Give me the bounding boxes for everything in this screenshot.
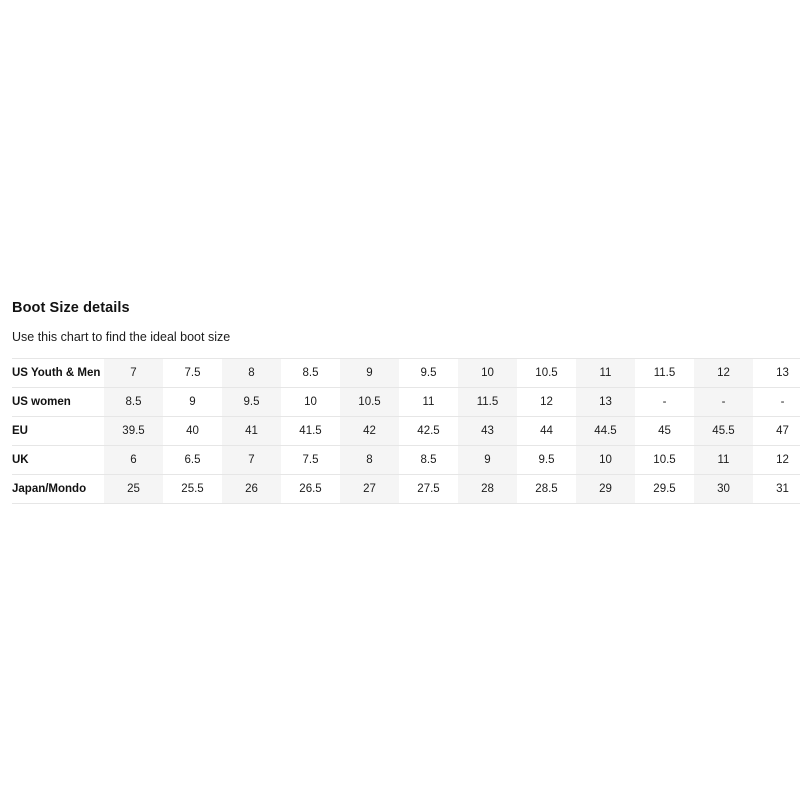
table-cell: 30	[694, 475, 753, 504]
table-cell: 42.5	[417, 425, 440, 437]
table-row	[12, 388, 800, 417]
table-cell: 10.5	[340, 388, 399, 417]
table-cell: 12	[776, 454, 789, 466]
table-cell: 8	[222, 359, 281, 388]
table-row	[12, 417, 800, 446]
table-cell: 13	[576, 388, 635, 417]
row-label: EU	[12, 417, 104, 446]
table-cell: 6.5	[184, 454, 201, 466]
table-cell: 47	[776, 425, 789, 437]
boot-size-table	[12, 358, 800, 504]
row-label: UK	[12, 446, 104, 475]
table-cell: 11	[422, 396, 435, 408]
table-cell: 9.5	[538, 454, 555, 466]
table-cell: 44.5	[576, 417, 635, 446]
table-cell: 40	[186, 425, 199, 437]
page-title: Boot Size details	[12, 300, 130, 316]
table-cell: -	[694, 388, 753, 417]
table-cell: 10.5	[653, 454, 676, 466]
table-cell: 8.5	[420, 454, 437, 466]
table-cell: 12	[694, 359, 753, 388]
table-cell: 25.5	[181, 483, 204, 495]
table-cell: 9	[340, 359, 399, 388]
table-cell: 28.5	[535, 483, 558, 495]
table-cell: 26	[222, 475, 281, 504]
table-cell: 27	[340, 475, 399, 504]
table-cell: 44	[540, 425, 553, 437]
table-cell: 41	[222, 417, 281, 446]
table-cell: 10	[304, 396, 317, 408]
table-cell: 28	[458, 475, 517, 504]
table-cell: 8.5	[104, 388, 163, 417]
table-cell: 9	[458, 446, 517, 475]
table-cell: -	[780, 396, 785, 408]
table-cell: 10	[576, 446, 635, 475]
table-cell: 31	[776, 483, 789, 495]
table-cell: 39.5	[104, 417, 163, 446]
table-cell: 7.5	[302, 454, 319, 466]
section-subtitle: Use this chart to find the ideal boot size	[12, 330, 231, 344]
table-cell: 11	[576, 359, 635, 388]
table-cell: 8	[340, 446, 399, 475]
table-cell: -	[662, 396, 667, 408]
row-label: US Youth & Men	[12, 359, 104, 388]
table-cell: 8.5	[302, 367, 319, 379]
table-cell: 10	[458, 359, 517, 388]
table-row	[12, 446, 800, 475]
row-label: Japan/Mondo	[12, 475, 104, 504]
row-label: US women	[12, 388, 104, 417]
table-row	[12, 359, 800, 388]
table-cell: 25	[104, 475, 163, 504]
boot-size-section	[12, 300, 788, 504]
table-cell: 9	[189, 396, 196, 408]
table-cell: 45	[658, 425, 671, 437]
table-cell: 7	[104, 359, 163, 388]
table-cell: 9.5	[222, 388, 281, 417]
table-cell: 42	[340, 417, 399, 446]
table-cell: 41.5	[299, 425, 322, 437]
table-cell: 12	[540, 396, 553, 408]
table-cell: 26.5	[299, 483, 322, 495]
table-cell: 43	[458, 417, 517, 446]
table-cell: 10.5	[535, 367, 558, 379]
table-cell: 27.5	[417, 483, 440, 495]
table-cell: 29.5	[653, 483, 676, 495]
table-cell: 11.5	[458, 388, 517, 417]
table-cell: 11.5	[653, 367, 676, 379]
table-cell: 45.5	[694, 417, 753, 446]
table-cell: 6	[104, 446, 163, 475]
table-cell: 11	[694, 446, 753, 475]
table-cell: 29	[576, 475, 635, 504]
table-row	[12, 475, 800, 504]
table-cell: 9.5	[420, 367, 437, 379]
table-cell: 13	[776, 367, 789, 379]
table-cell: 7.5	[184, 367, 201, 379]
table-cell: 7	[222, 446, 281, 475]
